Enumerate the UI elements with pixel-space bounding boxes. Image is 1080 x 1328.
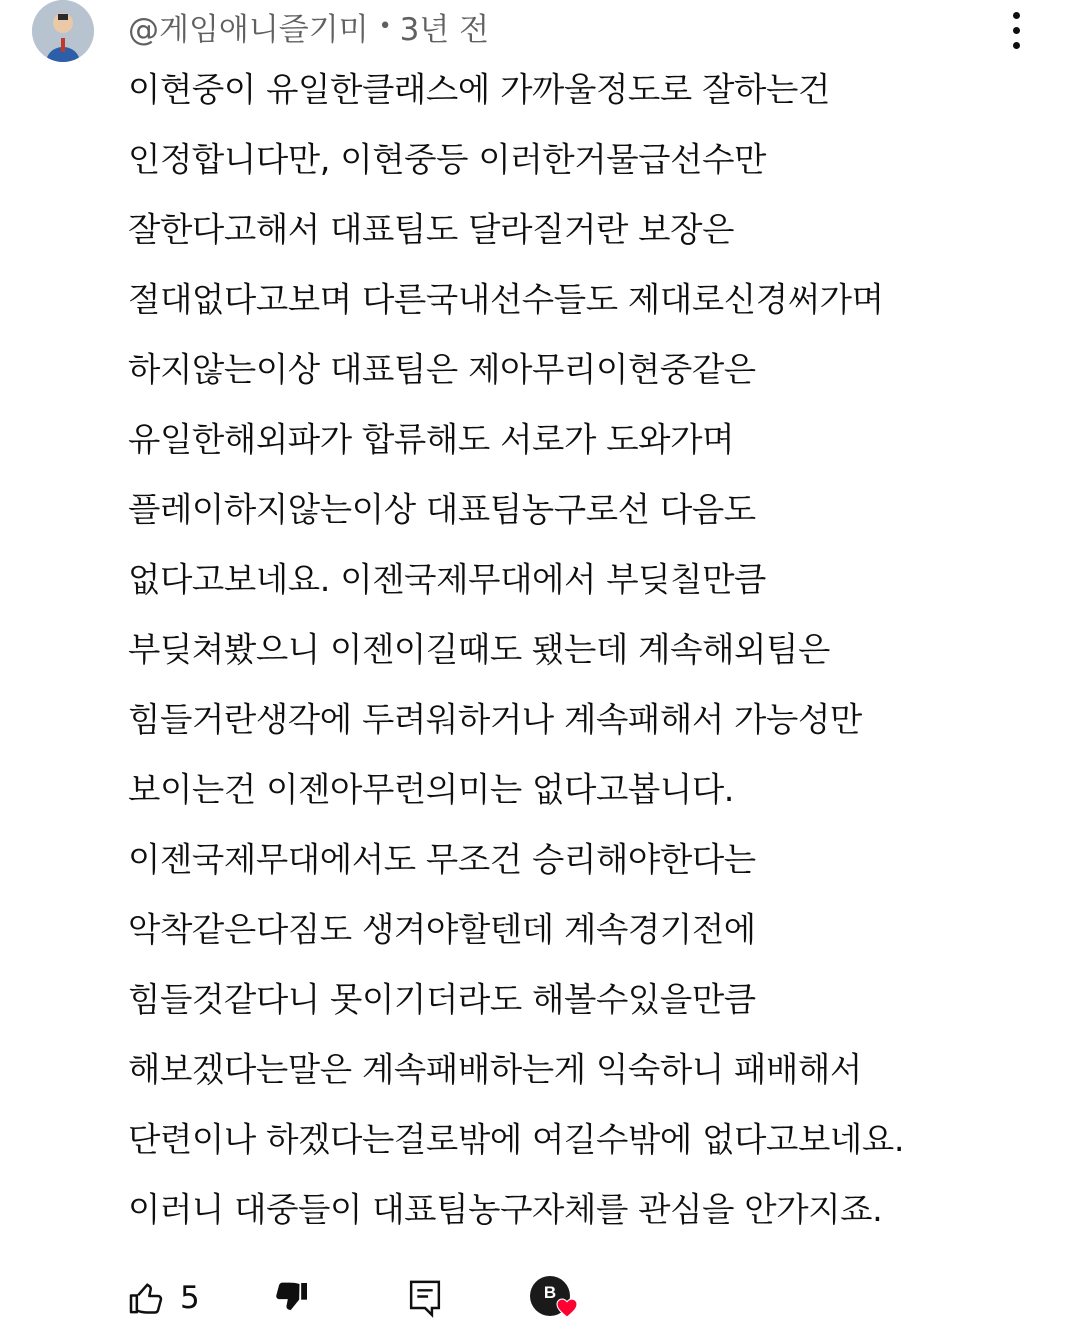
meta-separator: •: [378, 13, 392, 39]
comment-line: 플레이하지않는이상 대표팀농구로선 다음도: [128, 490, 756, 529]
like-count: 5: [180, 1280, 200, 1316]
comment-line: 없다고보네요. 이젠국제무대에서 부딪칠만큼: [128, 560, 767, 599]
comment-line: 잘한다고해서 대표팀도 달라질거란 보장은: [128, 210, 735, 249]
more-vert-icon: [1013, 12, 1020, 19]
comment-text: [128, 55, 1048, 1245]
avatar[interactable]: [32, 0, 94, 62]
like-button[interactable]: [126, 1272, 200, 1324]
creator-heart-icon: [556, 1298, 578, 1318]
comment-line: 해보겠다는말은 계속패배하는게 익숙하니 패배해서: [128, 1050, 862, 1089]
comment-line: 이러니 대중들이 대표팀농구자체를 관심을 안가지죠.: [128, 1190, 883, 1229]
comment-line: 이젠국제무대에서도 무조건 승리해야한다는: [128, 840, 756, 879]
comment-line: 보이는건 이젠아무런의미는 없다고봅니다.: [128, 770, 735, 809]
comment-line: 힘들것같다니 못이기더라도 해볼수있을만큼: [128, 980, 756, 1019]
more-vert-icon-dot: [1013, 27, 1020, 34]
comment-line: 하지않는이상 대표팀은 제아무리이현중같은: [128, 350, 756, 389]
comment-line: 인정합니다만, 이현중등 이러한거물급선수만: [128, 140, 767, 179]
comment-line: 힘들거란생각에 두려워하거나 계속패해서 가능성만: [128, 700, 862, 739]
comment-header: [128, 4, 489, 48]
author-name[interactable]: @게임애니즐기미: [128, 11, 369, 48]
comment-line: 단련이나 하겠다는걸로밖에 여길수밖에 없다고보네요.: [128, 1120, 905, 1159]
thumbs-up-outline-icon: [126, 1278, 166, 1318]
comment-line: 부딪쳐봤으니 이젠이길때도 됐는데 계속해외팀은: [128, 630, 830, 669]
reply-comment-icon: [406, 1278, 444, 1318]
more-options-button[interactable]: [994, 6, 1038, 54]
comment-line: 이현중이 유일한클래스에 가까울정도로 잘하는건: [128, 70, 830, 109]
reply-button[interactable]: [406, 1272, 444, 1324]
comment-line: 절대없다고보며 다른국내선수들도 제대로신경써가며: [128, 280, 884, 319]
creator-avatar: [530, 1276, 574, 1320]
comment-line: 유일한해외파가 합류해도 서로가 도와가며: [128, 420, 735, 459]
more-vert-icon-dot: [1013, 42, 1020, 49]
thumbs-down-filled-icon: [272, 1278, 312, 1318]
comment-timestamp: 3년 전: [399, 11, 490, 48]
comment-line: 악착같은다짐도 생겨야할텐데 계속경기전에: [128, 910, 756, 949]
creator-logo: B: [530, 1276, 570, 1316]
dislike-button[interactable]: [272, 1272, 312, 1324]
creator-heart-badge[interactable]: [530, 1272, 574, 1324]
